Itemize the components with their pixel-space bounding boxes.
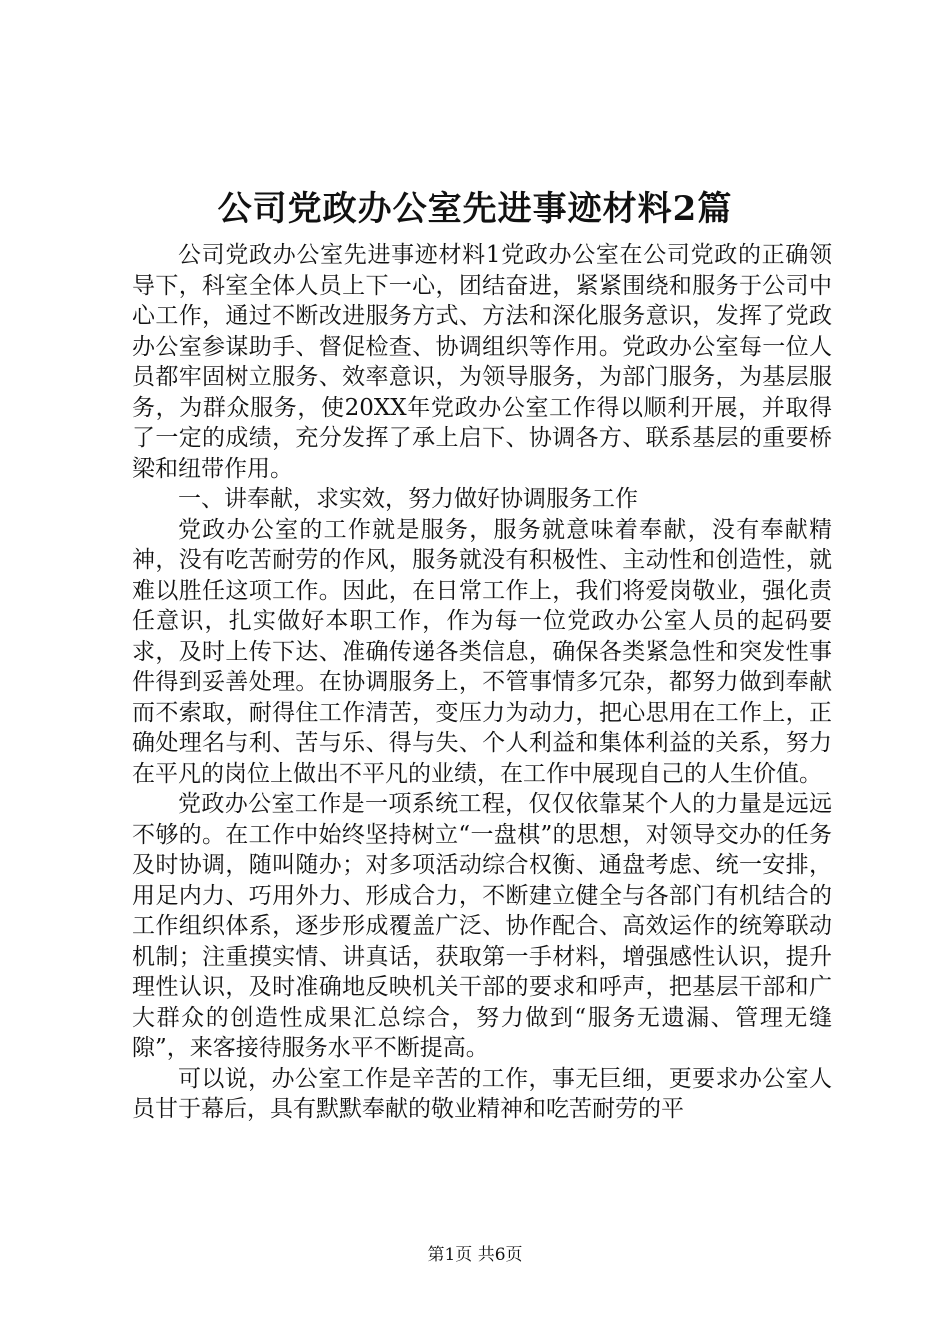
paragraph-system-engineering: 党政办公室工作是一项系统工程，仅仅依靠某个人的力量是远远不够的。在工作中始终坚持树立“一盘棋”的思想，对领导交办的任务及时协调，随叫随办；对多项活动综合权衡、通盘考虑、统一安排，用足内力、巧用外力、形成合力，不断建立健全与各部门有机结合的工作组织体系，逐步形成覆盖广泛、协作配合、高效运作的统筹联动机制；注重摸实情、讲真话，获取第一手材料，增强感性认识，提升理性认识，及时准确地反映机关干部的要求和呼声，把基层干部和广大群众的创造性成果汇总综合，努力做到“服务无遗漏、管理无缝隙”，来客接待服务水平不断提高。 bbox=[132, 791, 832, 1061]
document-body bbox=[132, 240, 832, 1125]
document-title: 公司党政办公室先进事迹材料2篇 bbox=[217, 189, 733, 229]
paragraph-hard-work: 可以说，办公室工作是辛苦的工作，事无巨细，更要求办公室人员甘于幕后，具有默默奉献的敬业精神和吃苦耐劳的平 bbox=[132, 1065, 832, 1122]
paragraph-service: 党政办公室的工作就是服务，服务就意味着奉献，没有奉献精神，没有吃苦耐劳的作风，服务就没有积极性、主动性和创造性，就难以胜任这项工作。因此，在日常工作上，我们将爱岗敬业，强化责任意识，扎实做好本职工作，作为每一位党政办公室人员的起码要求，及时上传下达、准确传递各类信息，确保各类紧急性和突发性事件得到妥善处理。在协调服务上，不管事情多冗杂，都努力做到奉献而不索取，耐得住工作清苦，变压力为动力，把心思用在工作上，正确处理名与利、苦与乐、得与失、个人利益和集体利益的关系，努力在平凡的岗位上做出不平凡的业绩，在工作中展现自己的人生价值。 bbox=[132, 516, 832, 787]
section-heading-1: 一、讲奉献，求实效，努力做好协调服务工作 bbox=[178, 486, 638, 512]
paragraph-intro: 公司党政办公室先进事迹材料1党政办公室在公司党政的正确领导下，科室全体人员上下一心，团结奋进，紧紧围绕和服务于公司中心工作，通过不断改进服务方式、方法和深化服务意识，发挥了党政办公室参谋助手、督促检查、协调组织等作用。党政办公室每一位人员都牢固树立服务、效率意识，为领导服务，为部门服务，为基层服务，为群众服务，使20XX年党政办公室工作得以顺利开展，并取得了一定的成绩，充分发挥了承上启下、协调各方、联系基层的重要桥梁和纽带作用。 bbox=[132, 242, 832, 482]
page-number-footer: 第1页 共6页 bbox=[427, 1245, 523, 1265]
